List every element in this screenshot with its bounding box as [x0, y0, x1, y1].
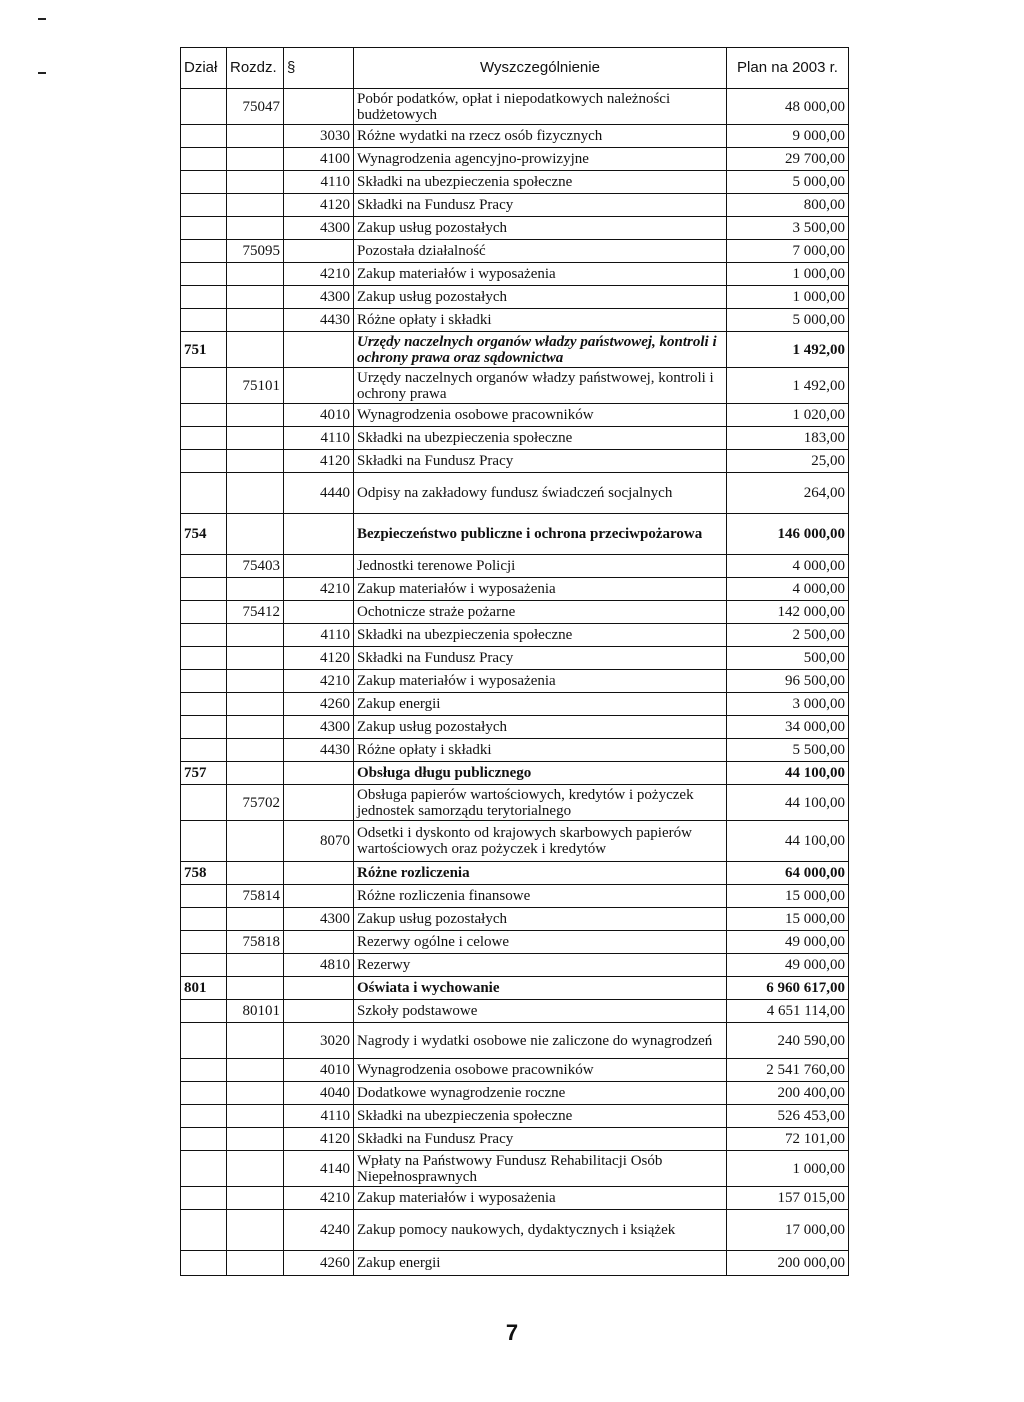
cell-rozdzial: [227, 1082, 284, 1105]
cell-dzial: [181, 125, 227, 148]
cell-plan: 2 541 760,00: [727, 1059, 849, 1082]
cell-wyszczegolnienie: Nagrody i wydatki osobowe nie zaliczone do wynagrodzeń: [354, 1023, 727, 1059]
cell-paragraf: 3020: [284, 1023, 354, 1059]
cell-plan: 15 000,00: [727, 885, 849, 908]
cell-paragraf: 4210: [284, 263, 354, 286]
table-row: [181, 240, 849, 263]
cell-plan: 200 400,00: [727, 1082, 849, 1105]
cell-rozdzial: [227, 647, 284, 670]
cell-wyszczegolnienie: Wynagrodzenia agencyjno-prowizyjne: [354, 148, 727, 171]
cell-wyszczegolnienie: Pobór podatków, opłat i niepodatkowych należności budżetowych: [354, 89, 727, 125]
cell-paragraf: 4810: [284, 954, 354, 977]
table-row: [181, 263, 849, 286]
cell-wyszczegolnienie: Obsługa papierów wartościowych, kredytów i pożyczek jednostek samorządu terytorialnego: [354, 785, 727, 821]
cell-plan: 64 000,00: [727, 862, 849, 885]
cell-wyszczegolnienie: Różne opłaty i składki: [354, 739, 727, 762]
table-row: [181, 368, 849, 404]
cell-rozdzial: 75814: [227, 885, 284, 908]
cell-wyszczegolnienie: Zakup materiałów i wyposażenia: [354, 578, 727, 601]
cell-plan: 1 492,00: [727, 368, 849, 404]
cell-rozdzial: [227, 862, 284, 885]
cell-rozdzial: 80101: [227, 1000, 284, 1023]
cell-rozdzial: [227, 821, 284, 862]
table-row: [181, 785, 849, 821]
cell-paragraf: [284, 89, 354, 125]
table-row: [181, 194, 849, 217]
cell-dzial: [181, 1105, 227, 1128]
table-row: [181, 578, 849, 601]
cell-paragraf: 4300: [284, 286, 354, 309]
cell-rozdzial: [227, 716, 284, 739]
cell-plan: 96 500,00: [727, 670, 849, 693]
cell-dzial: [181, 286, 227, 309]
cell-wyszczegolnienie: Urzędy naczelnych organów władzy państwowej, kontroli i ochrony prawa: [354, 368, 727, 404]
cell-wyszczegolnienie: Pozostała działalność: [354, 240, 727, 263]
cell-dzial: [181, 601, 227, 624]
table-row: [181, 148, 849, 171]
cell-dzial: [181, 885, 227, 908]
cell-wyszczegolnienie: Zakup usług pozostałych: [354, 286, 727, 309]
table-row: [181, 125, 849, 148]
table-row: [181, 1059, 849, 1082]
cell-dzial: [181, 1128, 227, 1151]
table-row: [181, 1105, 849, 1128]
cell-paragraf: 4300: [284, 217, 354, 240]
cell-wyszczegolnienie: Składki na ubezpieczenia społeczne: [354, 624, 727, 647]
cell-rozdzial: [227, 693, 284, 716]
cell-rozdzial: [227, 1105, 284, 1128]
cell-wyszczegolnienie: Obsługa długu publicznego: [354, 762, 727, 785]
table-row: [181, 716, 849, 739]
cell-paragraf: 4110: [284, 171, 354, 194]
cell-paragraf: 4440: [284, 473, 354, 514]
cell-plan: 5 000,00: [727, 309, 849, 332]
cell-plan: 4 000,00: [727, 555, 849, 578]
cell-paragraf: 4260: [284, 1251, 354, 1276]
cell-dzial: [181, 739, 227, 762]
cell-rozdzial: [227, 263, 284, 286]
cell-dzial: [181, 1082, 227, 1105]
cell-dzial: 758: [181, 862, 227, 885]
scan-mark-left: [38, 72, 46, 74]
cell-wyszczegolnienie: Urzędy naczelnych organów władzy państwowej, kontroli i ochrony prawa oraz sądownictwa: [354, 332, 727, 368]
table-row: [181, 954, 849, 977]
cell-paragraf: [284, 332, 354, 368]
cell-plan: 157 015,00: [727, 1187, 849, 1210]
cell-rozdzial: [227, 332, 284, 368]
cell-dzial: 751: [181, 332, 227, 368]
cell-wyszczegolnienie: Różne rozliczenia finansowe: [354, 885, 727, 908]
cell-rozdzial: [227, 514, 284, 555]
cell-wyszczegolnienie: Wpłaty na Państwowy Fundusz Rehabilitacji Osób Niepełnosprawnych: [354, 1151, 727, 1187]
cell-paragraf: 4120: [284, 450, 354, 473]
cell-paragraf: 4110: [284, 624, 354, 647]
cell-rozdzial: 75702: [227, 785, 284, 821]
budget-table: [180, 47, 849, 1276]
cell-plan: 264,00: [727, 473, 849, 514]
header-paragraf: §: [284, 48, 354, 89]
table-row: [181, 309, 849, 332]
cell-paragraf: [284, 368, 354, 404]
table-row: [181, 601, 849, 624]
cell-wyszczegolnienie: Składki na Fundusz Pracy: [354, 450, 727, 473]
cell-paragraf: [284, 1000, 354, 1023]
cell-wyszczegolnienie: Zakup materiałów i wyposażenia: [354, 263, 727, 286]
cell-wyszczegolnienie: Odpisy na zakładowy fundusz świadczeń socjalnych: [354, 473, 727, 514]
cell-wyszczegolnienie: Wynagrodzenia osobowe pracowników: [354, 404, 727, 427]
cell-dzial: [181, 171, 227, 194]
table-row: [181, 404, 849, 427]
cell-rozdzial: 75047: [227, 89, 284, 125]
table-row: [181, 1151, 849, 1187]
table-row: [181, 1210, 849, 1251]
cell-dzial: [181, 908, 227, 931]
page-number: 7: [505, 1320, 519, 1345]
table-row: [181, 977, 849, 1000]
cell-rozdzial: [227, 217, 284, 240]
cell-rozdzial: [227, 1151, 284, 1187]
header-plan: Plan na 2003 r.: [727, 48, 849, 89]
cell-plan: 5 000,00: [727, 171, 849, 194]
cell-dzial: [181, 450, 227, 473]
cell-rozdzial: [227, 148, 284, 171]
cell-paragraf: [284, 762, 354, 785]
cell-dzial: [181, 1000, 227, 1023]
cell-dzial: 757: [181, 762, 227, 785]
cell-plan: 7 000,00: [727, 240, 849, 263]
cell-dzial: [181, 578, 227, 601]
cell-rozdzial: [227, 762, 284, 785]
cell-rozdzial: 75101: [227, 368, 284, 404]
cell-wyszczegolnienie: Rezerwy: [354, 954, 727, 977]
cell-rozdzial: [227, 1251, 284, 1276]
cell-rozdzial: [227, 1210, 284, 1251]
cell-plan: 2 500,00: [727, 624, 849, 647]
cell-paragraf: 3030: [284, 125, 354, 148]
table-row: [181, 1000, 849, 1023]
cell-paragraf: [284, 885, 354, 908]
cell-paragraf: [284, 785, 354, 821]
table-row: [181, 332, 849, 368]
cell-plan: 29 700,00: [727, 148, 849, 171]
cell-paragraf: [284, 240, 354, 263]
cell-wyszczegolnienie: Jednostki terenowe Policji: [354, 555, 727, 578]
cell-wyszczegolnienie: Zakup energii: [354, 1251, 727, 1276]
cell-plan: 183,00: [727, 427, 849, 450]
cell-plan: 49 000,00: [727, 954, 849, 977]
cell-paragraf: 4110: [284, 427, 354, 450]
cell-dzial: [181, 217, 227, 240]
cell-rozdzial: [227, 1059, 284, 1082]
cell-rozdzial: [227, 624, 284, 647]
cell-wyszczegolnienie: Składki na Fundusz Pracy: [354, 194, 727, 217]
cell-wyszczegolnienie: Składki na ubezpieczenia społeczne: [354, 171, 727, 194]
cell-dzial: [181, 716, 227, 739]
cell-wyszczegolnienie: Składki na Fundusz Pracy: [354, 647, 727, 670]
cell-paragraf: 8070: [284, 821, 354, 862]
cell-dzial: [181, 240, 227, 263]
table-row: [181, 171, 849, 194]
cell-rozdzial: 75095: [227, 240, 284, 263]
table-row: [181, 670, 849, 693]
table-row: [181, 1082, 849, 1105]
cell-plan: 4 651 114,00: [727, 1000, 849, 1023]
cell-wyszczegolnienie: Różne wydatki na rzecz osób fizycznych: [354, 125, 727, 148]
cell-plan: 44 100,00: [727, 821, 849, 862]
table-row: [181, 89, 849, 125]
cell-rozdzial: [227, 578, 284, 601]
cell-rozdzial: 75412: [227, 601, 284, 624]
cell-dzial: 754: [181, 514, 227, 555]
cell-rozdzial: [227, 309, 284, 332]
cell-dzial: [181, 624, 227, 647]
cell-dzial: [181, 263, 227, 286]
cell-plan: 800,00: [727, 194, 849, 217]
cell-dzial: [181, 670, 227, 693]
cell-dzial: [181, 1151, 227, 1187]
cell-paragraf: 4300: [284, 716, 354, 739]
table-row: [181, 450, 849, 473]
table-row: [181, 473, 849, 514]
cell-paragraf: 4430: [284, 309, 354, 332]
cell-paragraf: [284, 862, 354, 885]
cell-rozdzial: [227, 404, 284, 427]
cell-paragraf: [284, 601, 354, 624]
cell-wyszczegolnienie: Składki na ubezpieczenia społeczne: [354, 427, 727, 450]
cell-rozdzial: [227, 1128, 284, 1151]
header-dzial: Dział: [181, 48, 227, 89]
cell-wyszczegolnienie: Oświata i wychowanie: [354, 977, 727, 1000]
cell-dzial: [181, 404, 227, 427]
cell-dzial: [181, 1187, 227, 1210]
cell-paragraf: 4260: [284, 693, 354, 716]
cell-rozdzial: 75403: [227, 555, 284, 578]
table-body: [181, 89, 849, 1276]
cell-dzial: [181, 931, 227, 954]
cell-wyszczegolnienie: Zakup usług pozostałych: [354, 908, 727, 931]
cell-plan: 72 101,00: [727, 1128, 849, 1151]
cell-dzial: [181, 693, 227, 716]
cell-wyszczegolnienie: Zakup materiałów i wyposażenia: [354, 1187, 727, 1210]
table-row: [181, 1251, 849, 1276]
cell-plan: 146 000,00: [727, 514, 849, 555]
cell-rozdzial: [227, 670, 284, 693]
cell-plan: 44 100,00: [727, 785, 849, 821]
cell-rozdzial: [227, 977, 284, 1000]
cell-dzial: [181, 555, 227, 578]
cell-paragraf: 4120: [284, 647, 354, 670]
cell-paragraf: 4300: [284, 908, 354, 931]
cell-plan: 1 000,00: [727, 263, 849, 286]
cell-plan: 1 000,00: [727, 286, 849, 309]
cell-plan: 25,00: [727, 450, 849, 473]
cell-dzial: 801: [181, 977, 227, 1000]
table-row: [181, 286, 849, 309]
cell-dzial: [181, 821, 227, 862]
cell-wyszczegolnienie: Zakup usług pozostałych: [354, 716, 727, 739]
table-row: [181, 217, 849, 240]
cell-paragraf: 4210: [284, 670, 354, 693]
cell-wyszczegolnienie: Bezpieczeństwo publiczne i ochrona przeciwpożarowa: [354, 514, 727, 555]
cell-paragraf: 4010: [284, 404, 354, 427]
cell-rozdzial: [227, 194, 284, 217]
cell-paragraf: 4120: [284, 1128, 354, 1151]
cell-wyszczegolnienie: Ochotnicze straże pożarne: [354, 601, 727, 624]
cell-rozdzial: [227, 427, 284, 450]
table-row: [181, 931, 849, 954]
cell-paragraf: 4240: [284, 1210, 354, 1251]
cell-dzial: [181, 954, 227, 977]
cell-wyszczegolnienie: Szkoły podstawowe: [354, 1000, 727, 1023]
cell-plan: 3 000,00: [727, 693, 849, 716]
cell-wyszczegolnienie: Składki na ubezpieczenia społeczne: [354, 1105, 727, 1128]
cell-rozdzial: 75818: [227, 931, 284, 954]
cell-dzial: [181, 647, 227, 670]
cell-paragraf: 4210: [284, 578, 354, 601]
cell-dzial: [181, 309, 227, 332]
cell-rozdzial: [227, 125, 284, 148]
cell-wyszczegolnienie: Zakup pomocy naukowych, dydaktycznych i książek: [354, 1210, 727, 1251]
cell-plan: 3 500,00: [727, 217, 849, 240]
cell-paragraf: 4100: [284, 148, 354, 171]
cell-wyszczegolnienie: Zakup materiałów i wyposażenia: [354, 670, 727, 693]
table-row: [181, 862, 849, 885]
cell-plan: 49 000,00: [727, 931, 849, 954]
cell-paragraf: [284, 555, 354, 578]
cell-paragraf: 4430: [284, 739, 354, 762]
table-row: [181, 739, 849, 762]
table-row: [181, 693, 849, 716]
cell-plan: 17 000,00: [727, 1210, 849, 1251]
table-row: [181, 821, 849, 862]
cell-rozdzial: [227, 908, 284, 931]
cell-plan: 500,00: [727, 647, 849, 670]
table-row: [181, 1128, 849, 1151]
scan-mark-top: [38, 18, 46, 20]
cell-dzial: [181, 427, 227, 450]
cell-paragraf: [284, 931, 354, 954]
table-row: [181, 427, 849, 450]
header-wyszczegolnienie: Wyszczególnienie: [354, 48, 727, 89]
cell-wyszczegolnienie: Odsetki i dyskonto od krajowych skarbowych papierów wartościowych oraz pożyczek i kredytów: [354, 821, 727, 862]
table-row: [181, 624, 849, 647]
table-row: [181, 1187, 849, 1210]
cell-paragraf: 4110: [284, 1105, 354, 1128]
cell-paragraf: 4120: [284, 194, 354, 217]
header-rozdzial: Rozdz.: [227, 48, 284, 89]
cell-rozdzial: [227, 473, 284, 514]
cell-rozdzial: [227, 954, 284, 977]
cell-paragraf: [284, 977, 354, 1000]
cell-dzial: [181, 89, 227, 125]
cell-rozdzial: [227, 171, 284, 194]
cell-dzial: [181, 1251, 227, 1276]
cell-plan: 142 000,00: [727, 601, 849, 624]
cell-paragraf: 4140: [284, 1151, 354, 1187]
cell-wyszczegolnienie: Różne opłaty i składki: [354, 309, 727, 332]
cell-wyszczegolnienie: Wynagrodzenia osobowe pracowników: [354, 1059, 727, 1082]
cell-plan: 44 100,00: [727, 762, 849, 785]
cell-plan: 48 000,00: [727, 89, 849, 125]
table-row: [181, 908, 849, 931]
cell-wyszczegolnienie: Zakup usług pozostałych: [354, 217, 727, 240]
cell-plan: 4 000,00: [727, 578, 849, 601]
table-header-row: [181, 48, 849, 89]
cell-plan: 1 000,00: [727, 1151, 849, 1187]
cell-rozdzial: [227, 1187, 284, 1210]
cell-rozdzial: [227, 739, 284, 762]
cell-paragraf: 4040: [284, 1082, 354, 1105]
cell-plan: 200 000,00: [727, 1251, 849, 1276]
cell-wyszczegolnienie: Zakup energii: [354, 693, 727, 716]
cell-plan: 9 000,00: [727, 125, 849, 148]
cell-plan: 6 960 617,00: [727, 977, 849, 1000]
cell-paragraf: 4010: [284, 1059, 354, 1082]
cell-dzial: [181, 148, 227, 171]
cell-plan: 240 590,00: [727, 1023, 849, 1059]
cell-rozdzial: [227, 286, 284, 309]
cell-rozdzial: [227, 450, 284, 473]
cell-wyszczegolnienie: Różne rozliczenia: [354, 862, 727, 885]
cell-rozdzial: [227, 1023, 284, 1059]
cell-dzial: [181, 785, 227, 821]
cell-dzial: [181, 1210, 227, 1251]
cell-wyszczegolnienie: Rezerwy ogólne i celowe: [354, 931, 727, 954]
cell-dzial: [181, 1023, 227, 1059]
table-row: [181, 885, 849, 908]
cell-plan: 526 453,00: [727, 1105, 849, 1128]
table-row: [181, 762, 849, 785]
cell-wyszczegolnienie: Dodatkowe wynagrodzenie roczne: [354, 1082, 727, 1105]
table-row: [181, 647, 849, 670]
cell-plan: 1 020,00: [727, 404, 849, 427]
cell-wyszczegolnienie: Składki na Fundusz Pracy: [354, 1128, 727, 1151]
table-row: [181, 514, 849, 555]
table-row: [181, 1023, 849, 1059]
cell-paragraf: 4210: [284, 1187, 354, 1210]
cell-plan: 34 000,00: [727, 716, 849, 739]
table-row: [181, 555, 849, 578]
cell-dzial: [181, 368, 227, 404]
cell-paragraf: [284, 514, 354, 555]
cell-plan: 1 492,00: [727, 332, 849, 368]
cell-dzial: [181, 1059, 227, 1082]
cell-dzial: [181, 473, 227, 514]
cell-plan: 5 500,00: [727, 739, 849, 762]
cell-dzial: [181, 194, 227, 217]
cell-plan: 15 000,00: [727, 908, 849, 931]
